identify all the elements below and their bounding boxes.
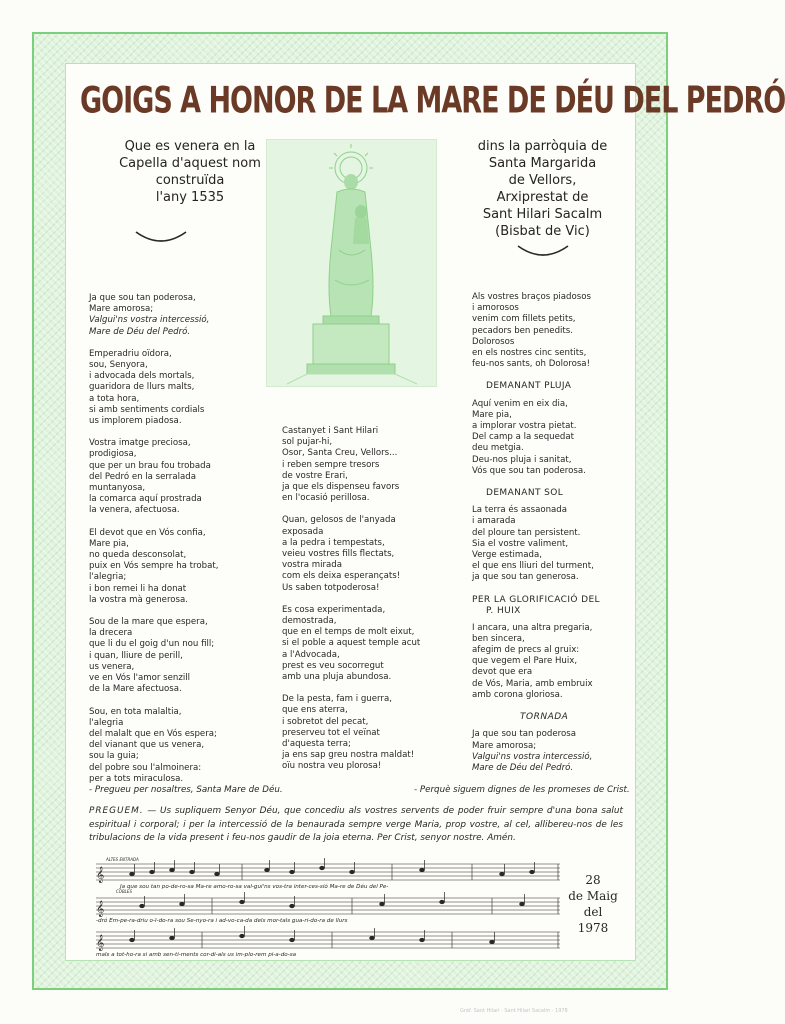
stanza — [89, 315, 269, 337]
verse-line: i bon remei li ha donat — [89, 583, 187, 594]
verse-line: i quan, lliure de perill, — [89, 650, 183, 661]
intro-line: Arxiprestat de — [496, 190, 589, 205]
verse-line: sol pujar-hi, — [282, 437, 333, 448]
treble-clef-icon: 𝄞 — [96, 901, 105, 917]
stanza — [282, 426, 462, 504]
stanza — [89, 617, 269, 695]
treble-clef-icon: 𝄞 — [96, 935, 105, 951]
verse-line: Mare de Déu del Pedró. — [472, 762, 574, 773]
verse-line: Sou, en tota malaltia, — [89, 706, 182, 717]
verse-line: la vostra mà generosa. — [89, 594, 189, 605]
verse-line: Ja que sou tan poderosa, — [89, 293, 196, 303]
verse-line: ve en Vós l'amor senzill — [89, 673, 191, 684]
score-marking: COBLES — [116, 889, 132, 894]
verse-line: de vostre Erari, — [282, 470, 348, 481]
verse-line: ja que sou tan generosa. — [472, 572, 579, 583]
stanza — [472, 729, 627, 751]
verse-line: Vostra imatge preciosa, — [89, 438, 191, 449]
verse-line: Emperadriu oïdora, — [89, 348, 172, 359]
verse-line: la drecera — [89, 628, 133, 639]
verse-line: per a tots miraculosa. — [89, 773, 184, 784]
stanza — [472, 399, 627, 477]
verse-line: no queda desconsolat, — [89, 550, 187, 561]
verse-line: en l'ocasió perillosa. — [282, 493, 370, 504]
intro-line: Que es venera en la — [124, 139, 256, 154]
virgin-statue-icon — [267, 140, 436, 386]
intro-line: Capella d'aquest nom — [119, 156, 261, 171]
verse-line: que ens aterra, — [282, 705, 348, 716]
intro-line: construïda — [155, 173, 225, 188]
verse-line: us implorem piadosa. — [89, 416, 182, 427]
section-heading-sol: DEMANANT SOL — [486, 488, 564, 499]
verse-line: l'alegria; — [89, 572, 127, 583]
verse-line: Quan, gelosos de l'anyada — [282, 515, 396, 526]
intro-line: l'any 1535 — [155, 190, 225, 205]
verse-line: La terra és assaonada — [472, 505, 568, 516]
verse-line: sou la guia; — [89, 751, 139, 762]
verse-line: Als vostres braços piadosos — [472, 292, 591, 302]
verse-line: deu metgia. — [472, 443, 524, 454]
stanza — [89, 293, 269, 315]
verse-line: de la Mare afectuosa. — [89, 684, 182, 695]
verse-line: Valgui'ns vostra intercessió, — [89, 315, 210, 326]
verse-line: amb una pluja abundosa. — [282, 672, 392, 683]
stanza — [472, 292, 627, 370]
column-left — [89, 293, 269, 796]
verse-line: i amorosos — [472, 303, 519, 314]
verse-line: pecadors ben penedits. — [472, 325, 574, 336]
verse-line: Aquí venim en eix dia, — [472, 398, 568, 409]
verse-line: El devot que en Vós confia, — [89, 527, 206, 538]
stanza — [282, 515, 462, 593]
swash-ornament-right — [516, 242, 570, 258]
lyric-line: Ja que sou tan po-de-ro-sa Ma-re amo-ro-sa val-gui'ns vos-tra inter-ces-sió Ma-re de Déu del Pe- — [120, 884, 389, 890]
verse-line: la venera, afectuosa. — [89, 505, 180, 516]
verse-line: feu-nos sants, oh Dolorosa! — [472, 359, 591, 370]
verse-line: a l'Advocada, — [282, 649, 340, 660]
lyric-line: -dró Em-pe-ra-driu o-ï-do-ra sou Se-nyo-ra i ad-vo-ca-da dels mor-tals gua-ri-do-ra de llurs — [96, 918, 348, 924]
verse-line: que vegem el Pare Huix, — [472, 656, 578, 667]
verse-line: Sia el vostre valiment, — [472, 538, 569, 549]
verse-line: i amarada — [472, 516, 516, 527]
intro-line: de Vellors, — [508, 173, 577, 188]
verse-line: Dolorosos — [472, 336, 515, 347]
section-heading-tornada: TORNADA — [520, 712, 569, 723]
verse-line: Mare amorosa; — [89, 304, 154, 315]
date-block — [568, 872, 618, 936]
heading-line: PER LA GLORIFICACIÓ DEL — [472, 594, 600, 605]
verse-line: que li du el goig d'un nou fill; — [89, 639, 215, 650]
verse-line: de Vós, Maria, amb embruix — [472, 678, 593, 689]
intro-line: dins la parròquia de — [477, 139, 608, 154]
verse-line: amb corona gloriosa. — [472, 689, 563, 700]
verse-line: ja ens sap greu nostra maldat! — [282, 750, 415, 761]
stanza — [472, 505, 627, 583]
intro-line: Santa Margarida — [488, 156, 597, 171]
stanza — [89, 438, 269, 516]
verse-line: del Pedró en la serralada — [89, 471, 196, 482]
heading-line: P. HUIX — [486, 605, 521, 616]
stanza — [89, 349, 269, 427]
verse-line: Mare pia, — [89, 538, 129, 549]
verse-line: com els deixa esperançats! — [282, 571, 401, 582]
verse-line: muntanyosa, — [89, 483, 146, 494]
verse-line: puix en Vós sempre ha trobat, — [89, 561, 219, 572]
verse-line: i reben sempre tresors — [282, 459, 380, 470]
verse-line: d'aquesta terra; — [282, 739, 351, 750]
intro-line: Sant Hilari Sacalm — [482, 207, 603, 222]
verse-line: preserveu tot el veïnat — [282, 727, 380, 738]
intro-line: (Bisbat de Vic) — [495, 224, 590, 239]
verse-line: a la pedra i tempestats, — [282, 537, 385, 548]
stanza — [89, 707, 269, 785]
verse-line: Sou de la mare que espera, — [89, 617, 208, 628]
verse-line: que en el temps de molt eixut, — [282, 627, 415, 638]
intro-right — [450, 138, 635, 240]
verse-line: us venera, — [89, 661, 135, 672]
prayer — [89, 805, 623, 846]
verse-line: i sobretot del pecat, — [282, 716, 369, 727]
verse-line: Vós que sou tan poderosa. — [472, 465, 586, 476]
verse-line: sou, Senyora, — [89, 360, 148, 371]
verse-line: a implorar vostra pietat. — [472, 421, 577, 432]
verse-line: Mare amorosa; — [472, 740, 537, 751]
verse-line: en els nostres cinc sentits, — [472, 348, 587, 359]
verse-line: De la pesta, fam i guerra, — [282, 694, 392, 705]
section-heading-huix — [472, 595, 627, 617]
verse-line: devot que era — [472, 667, 533, 678]
verse-line: la comarca aquí prostrada — [89, 494, 202, 505]
verse-line: oïu nostra veu plorosa! — [282, 761, 382, 772]
verse-line: vostra mirada — [282, 560, 343, 571]
verse-line: I ancara, una altra pregaria, — [472, 622, 593, 633]
date-month: de Maig — [568, 889, 618, 903]
musical-score — [92, 858, 562, 958]
verse-line: Castanyet i Sant Hilari — [282, 426, 379, 436]
verse-line: que per un brau fou trobada — [89, 460, 211, 471]
prayer-text: — Us supliquem Senyor Déu, que concediu als vostres servents de poder fruir sempre d'una bona salut espiritual i corporal; i per la intercessió de la benaurada sempre verge Maria, prop vostre, al cel, allibereu-nos de les tribulacions de la vida present i feu-nos gaudir de la joia eterna. Per Crist, senyor nostre. Amén. — [89, 806, 623, 844]
verse-line: Ja que sou tan poderosa — [472, 729, 576, 740]
verse-line: guaridora de llurs malts, — [89, 382, 195, 393]
verse-line: venim com fillets petits, — [472, 314, 576, 325]
verse-line: ja que els dispenseu favors — [282, 482, 400, 493]
date-day: 28 — [585, 873, 601, 887]
stanza — [89, 528, 269, 606]
column-right — [472, 292, 627, 785]
verse-line: prodigiosa, — [89, 449, 137, 460]
verse-line: demostrada, — [282, 616, 337, 627]
section-heading-pluja: DEMANANT PLUJA — [486, 381, 572, 392]
verse-line: Verge estimada, — [472, 550, 542, 561]
verse-line: del pobre sou l'almoinera: — [89, 762, 202, 773]
page-title: GOIGS A HONOR DE LA MARE DE DÉU DEL PEDRÓ — [80, 80, 785, 122]
verse-line: prest es veu socorregut — [282, 660, 384, 671]
stanza — [472, 623, 627, 701]
lyric-line: mals a tot-ho-ra si amb sen-ti-ments cor-di-als us im-plo-rem pi-a-do-sa — [96, 952, 297, 958]
verse-line: si amb sentiments cordials — [89, 404, 205, 415]
verse-line: l'alegria — [89, 717, 124, 728]
verse-line: Mare de Déu del Pedró. — [89, 326, 191, 337]
verse-line: exposada — [282, 526, 324, 537]
verse-line: el que ens lliuri del turment, — [472, 561, 594, 572]
verse-line: Del camp a la sequedat — [472, 432, 575, 443]
verse-line: del vianant que us venera, — [89, 740, 205, 751]
stanza — [282, 694, 462, 772]
stanza — [282, 605, 462, 683]
printer-imprint: Gràf. Sant Hilari · Sant Hilari Sacalm · 1978 — [460, 1008, 568, 1014]
stanza — [472, 752, 627, 774]
intro-left — [100, 138, 280, 206]
verse-line: Deu-nos pluja i sanitat, — [472, 454, 572, 465]
versicle: - Pregueu per nosaltres, Santa Mare de Déu. — [89, 785, 283, 795]
verse-line: Mare pia, — [472, 409, 512, 420]
verse-line: si el poble a aquest temple acut — [282, 638, 421, 649]
date-year: 1978 — [577, 921, 609, 935]
verse-line: Es cosa experimentada, — [282, 604, 386, 615]
verse-line: Us saben totpoderosa! — [282, 582, 380, 593]
date-del: del — [583, 905, 603, 919]
verse-line: del ploure tan persistent. — [472, 527, 581, 538]
prayer-label: PREGUEM. — [89, 806, 144, 816]
verse-line: Osor, Santa Creu, Vellors... — [282, 448, 398, 459]
swash-ornament-left — [134, 228, 188, 244]
statue-photo — [266, 139, 437, 387]
verse-line: veieu vostres fills flectats, — [282, 549, 395, 560]
score-marking: ALTES ENTRADA — [106, 857, 139, 862]
treble-clef-icon: 𝄞 — [96, 867, 105, 883]
verse-line: del malalt que en Vós espera; — [89, 728, 217, 739]
verse-line: afegim de precs al gruix: — [472, 645, 580, 656]
verse-line: Valgui'ns vostra intercessió, — [472, 751, 593, 762]
column-center — [282, 426, 462, 784]
verse-line: a tota hora, — [89, 393, 140, 404]
verse-line: i advocada dels mortals, — [89, 371, 195, 382]
response: - Perquè siguem dignes de les promeses de Crist. — [414, 785, 630, 795]
verse-line: ben sincera, — [472, 633, 525, 644]
